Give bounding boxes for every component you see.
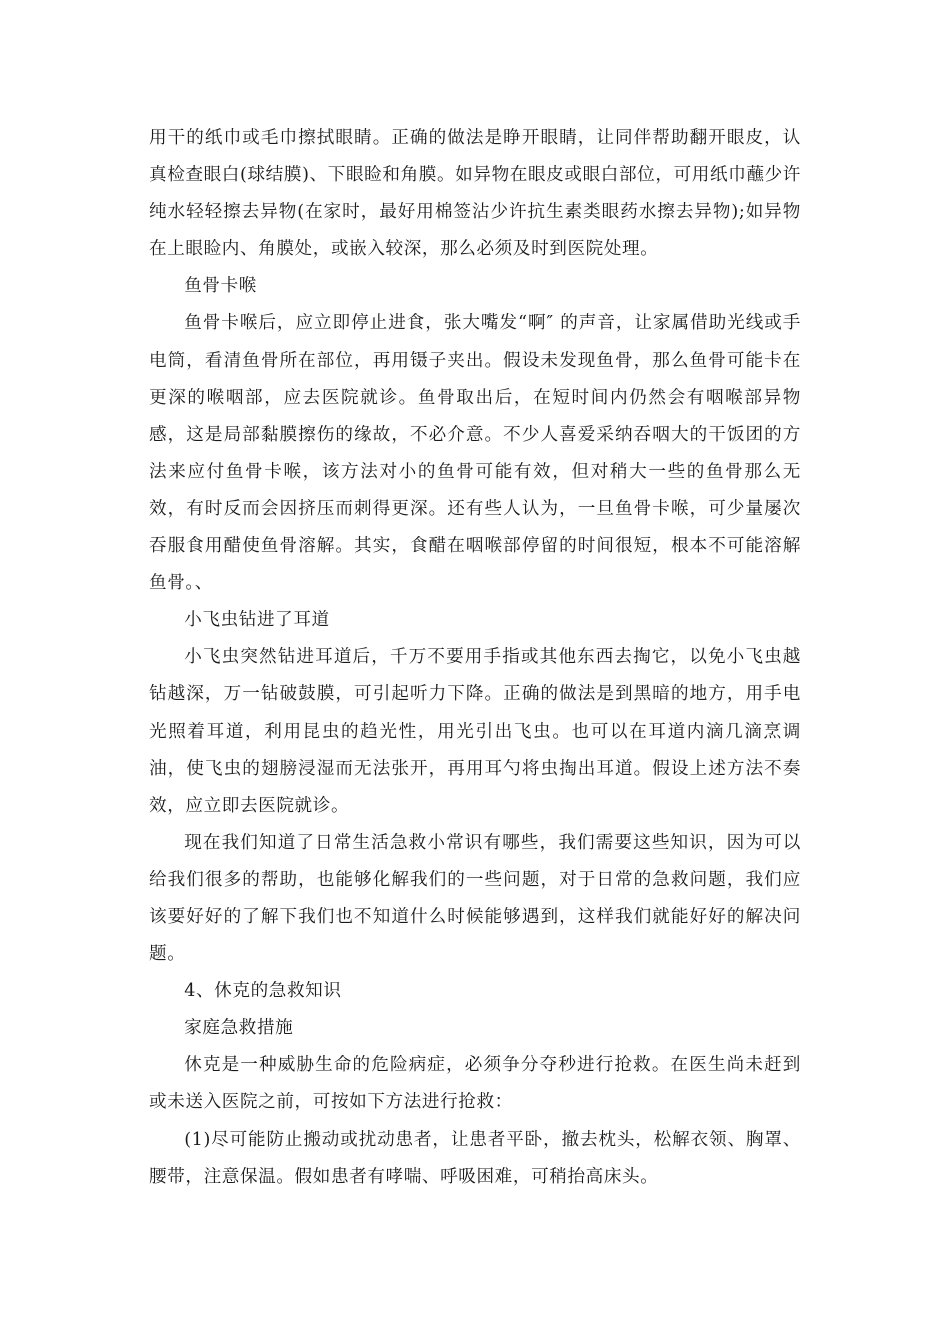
paragraph-fish-bone: 鱼骨卡喉后，应立即停止进食，张大嘴发“啊″ 的声音，让家属借助光线或手电筒，看清鱼骨所在部位，再用镊子夹出。假设未发现鱼骨，那么鱼骨可能卡在更深的喉咽部，应去医院就诊。鱼骨取出后，在短时间内仍然会有咽喉部异物感，这是局部黏膜擦伤的缘故，不必介意。不少人喜爱采纳吞咽大的干饭团的方法来应付鱼骨卡喉，该方法对小的鱼骨可能有效，但对稍大一些的鱼骨那么无效，有时反而会因挤压而刺得更深。还有些人认为，一旦鱼骨卡喉，可少量屡次吞服食用醋使鱼骨溶解。其实，食醋在咽喉部停留的时间很短，根本不可能溶解鱼骨。、 xyxy=(149,313,801,594)
paragraph-insect-ear: 小飞虫突然钻进耳道后，千万不要用手指或其他东西去掏它，以免小飞虫越钻越深，万一钻破鼓膜，可引起听力下降。正确的做法是到黑暗的地方，用手电光照着耳道，利用昆虫的趋光性，用光引出飞虫。也可以在耳道内滴几滴烹调油，使飞虫的翅膀浸湿而无法张开，再用耳勺将虫掏出耳道。假设上述方法不奏效，应立即去医院就诊。 xyxy=(149,647,801,816)
heading-fish-bone: 鱼骨卡喉 xyxy=(184,276,257,297)
paragraph-shock-intro: 休克是一种威胁生命的危险病症，必须争分夺秒进行抢救。在医生尚未赶到或未送入医院之前，可按如下方法进行抢救： xyxy=(149,1055,801,1113)
paragraph-eye-foreign-body: 用干的纸巾或毛巾擦拭眼睛。正确的做法是睁开眼睛，让同伴帮助翻开眼皮，认真检查眼白(球结膜)、下眼睑和角膜。如异物在眼皮或眼白部位，可用纸巾蘸少许纯水轻轻擦去异物(在家时，最好用棉签沾少许抗生素类眼药水擦去异物);如异物在上眼睑内、角膜处，或嵌入较深，那么必须及时到医院处理。 xyxy=(149,128,801,260)
document-body xyxy=(149,120,801,1196)
paragraph-summary: 现在我们知道了日常生活急救小常识有哪些，我们需要这些知识，因为可以给我们很多的帮助，也能够化解我们的一些问题，对于日常的急救问题，我们应该要好好的了解下我们也不知道什么时候能够遇到，这样我们就能好好的解决问题。 xyxy=(149,832,801,965)
paragraph-shock-step-1: (1)尽可能防止搬动或扰动患者，让患者平卧，撤去枕头，松解衣领、胸罩、腰带，注意保温。假如患者有哮喘、呼吸困难，可稍抬高床头。 xyxy=(149,1129,801,1187)
heading-insect-ear: 小飞虫钻进了耳道 xyxy=(184,610,330,631)
heading-home-measures: 家庭急救措施 xyxy=(184,1018,294,1039)
heading-shock: 4、休克的急救知识 xyxy=(184,981,342,1002)
